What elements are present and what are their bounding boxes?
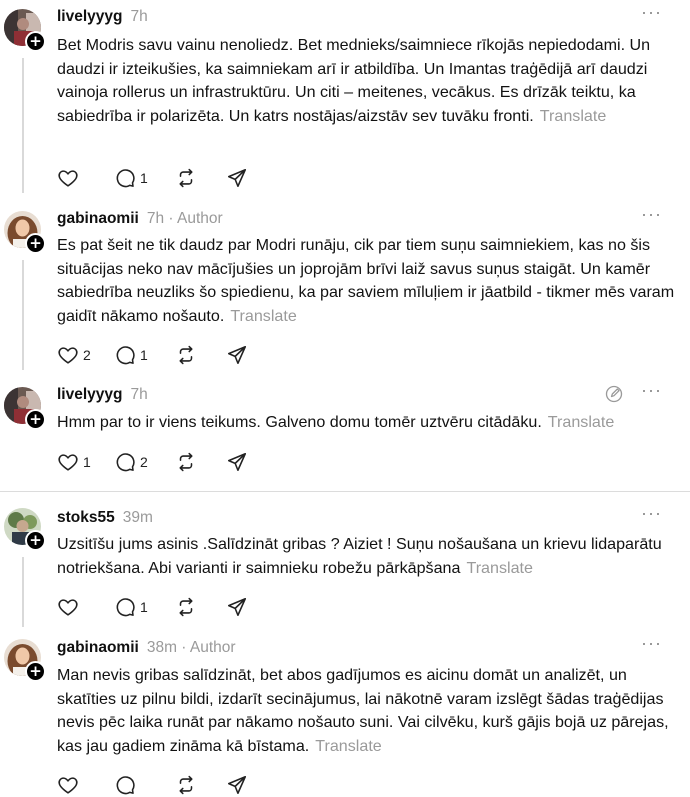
repost-button[interactable] [175, 451, 197, 473]
thread-line [22, 557, 24, 627]
repost-icon [175, 596, 197, 618]
more-horizontal-icon[interactable]: ··· [641, 633, 662, 653]
repost-icon [175, 774, 197, 796]
like-button[interactable] [57, 774, 91, 796]
post-text [57, 411, 682, 435]
follow-plus-icon[interactable]: + [25, 233, 46, 254]
repost-icon [175, 451, 197, 473]
like-button[interactable] [57, 344, 91, 366]
more-horizontal-icon[interactable]: ··· [641, 2, 662, 22]
speech-bubble-icon [114, 774, 136, 796]
repost-button[interactable] [175, 596, 197, 618]
follow-plus-icon[interactable]: + [25, 409, 46, 430]
reply-button[interactable] [114, 451, 148, 473]
repost-icon [175, 344, 197, 366]
speech-bubble-icon [114, 451, 136, 473]
username[interactable]: gabinaomii [57, 210, 139, 227]
username[interactable]: livelyyyg [57, 8, 123, 25]
post-text [57, 34, 682, 128]
post-header [57, 7, 148, 27]
heart-icon [57, 596, 79, 618]
follow-plus-icon[interactable]: + [25, 530, 46, 551]
post-body: Uzsitīšu jums asinis .Salīdzināt gribas ? Aiziet ! Suņu nošaušana un krievu lidaparātu notriekšana. Abi varianti ir saimnieku robežu pārkāpšana [57, 535, 662, 577]
reply-count: 1 [140, 599, 148, 615]
timestamp[interactable]: 7h [146, 210, 165, 227]
translate-link[interactable]: Translate [315, 736, 382, 755]
author-tag: · Author [168, 210, 223, 227]
translate-link[interactable]: Translate [547, 413, 615, 431]
send-icon [226, 167, 248, 189]
send-icon [226, 451, 248, 473]
action-bar [57, 343, 271, 367]
share-button[interactable] [226, 774, 248, 796]
reply-button[interactable] [114, 167, 148, 189]
timestamp[interactable]: 7h [130, 386, 148, 403]
heart-icon [57, 451, 79, 473]
send-icon [226, 596, 248, 618]
timestamp[interactable]: 38m [146, 639, 177, 656]
speech-bubble-icon [114, 344, 136, 366]
like-button[interactable] [57, 167, 91, 189]
action-bar [57, 166, 271, 190]
like-count: 1 [83, 454, 91, 470]
repost-button[interactable] [175, 167, 197, 189]
action-bar [57, 595, 271, 619]
share-button[interactable] [226, 451, 248, 473]
reply-button[interactable] [114, 344, 148, 366]
translate-link[interactable]: Translate [466, 558, 533, 577]
post-text [57, 234, 682, 328]
edit-icon[interactable] [604, 384, 624, 409]
repost-button[interactable] [175, 344, 197, 366]
timestamp[interactable]: 39m [122, 509, 153, 526]
reply-count: 1 [140, 347, 148, 363]
post-header [57, 209, 223, 229]
author-tag: · Author [181, 639, 236, 656]
follow-plus-icon[interactable]: + [25, 661, 46, 682]
share-button[interactable] [226, 596, 248, 618]
send-icon [226, 344, 248, 366]
heart-icon [57, 774, 79, 796]
more-horizontal-icon[interactable]: ··· [641, 204, 662, 224]
repost-button[interactable] [175, 774, 197, 796]
reply-button[interactable] [114, 774, 148, 796]
username[interactable]: gabinaomii [57, 639, 139, 656]
share-button[interactable] [226, 344, 248, 366]
thread-line [22, 260, 24, 370]
username[interactable]: stoks55 [57, 509, 115, 526]
like-count: 2 [83, 347, 91, 363]
post-text [57, 664, 682, 758]
like-button[interactable] [57, 596, 91, 618]
post-text [57, 533, 682, 580]
reply-button[interactable] [114, 596, 148, 618]
reply-count: 2 [140, 454, 148, 470]
post-body: Man nevis gribas salīdzināt, bet abos gadījumos es aicinu domāt un analizēt, un skatīties uz pilnu bildi, izdarīt secinājumus, lai nākotnē varam izslēgt šādas traģēdijas nevis pēc laika runāt par nākamo nošauto suni. Vai cilvēku, kurš gājis bojā uz pārejas, kas jau gadiem zināma kā bīstama. [57, 666, 669, 755]
speech-bubble-icon [114, 596, 136, 618]
timestamp[interactable]: 7h [130, 8, 148, 25]
more-horizontal-icon[interactable]: ··· [641, 503, 662, 523]
action-bar [57, 773, 271, 797]
post-body: Bet Modris savu vainu nenoliedz. Bet mednieks/saimniece rīkojās nepiedodami. Un daudzi ir izteikušies, ka saimniekam arī ir atbildība. Un Imantas traģēdijā arī daudzi vainoja rollerus un infrastruktūru. Un citi – meitenes, vecākus. Es drīzāk teiktu, ka sabiedrība ir polarizēta. Un katrs nostājas/aizstāv sev tuvāku fronti. [57, 36, 651, 125]
post-body: Es pat šeit ne tik daudz par Modri runāju, cik par tiem suņu saimniekiem, kas no šis situācijas neko nav mācījušies un joprojām brīvi laiž savus suņus staigāt. Un kamēr sabiedrība neuzliks šo spiedienu, ka par saviem mīluļiem ir jāatbild - tikmer mēs varam gaidīt nākamo nošauto. [57, 236, 675, 325]
reply-count: 1 [140, 170, 148, 186]
post-header [57, 638, 236, 658]
translate-link[interactable]: Translate [230, 306, 297, 325]
like-button[interactable] [57, 451, 91, 473]
thread-line [22, 58, 24, 193]
heart-icon [57, 344, 79, 366]
post-header [57, 508, 153, 528]
action-bar [57, 450, 271, 474]
more-horizontal-icon[interactable]: ··· [641, 380, 662, 400]
post-body: Hmm par to ir viens teikums. Galveno domu tomēr uztvēru citādāku. [57, 413, 542, 431]
speech-bubble-icon [114, 167, 136, 189]
translate-link[interactable]: Translate [539, 106, 607, 125]
share-button[interactable] [226, 167, 248, 189]
username[interactable]: livelyyyg [57, 386, 123, 403]
post-header [57, 385, 148, 405]
send-icon [226, 774, 248, 796]
heart-icon [57, 167, 79, 189]
thread-divider [0, 491, 690, 492]
follow-plus-icon[interactable]: + [25, 31, 46, 52]
repost-icon [175, 167, 197, 189]
